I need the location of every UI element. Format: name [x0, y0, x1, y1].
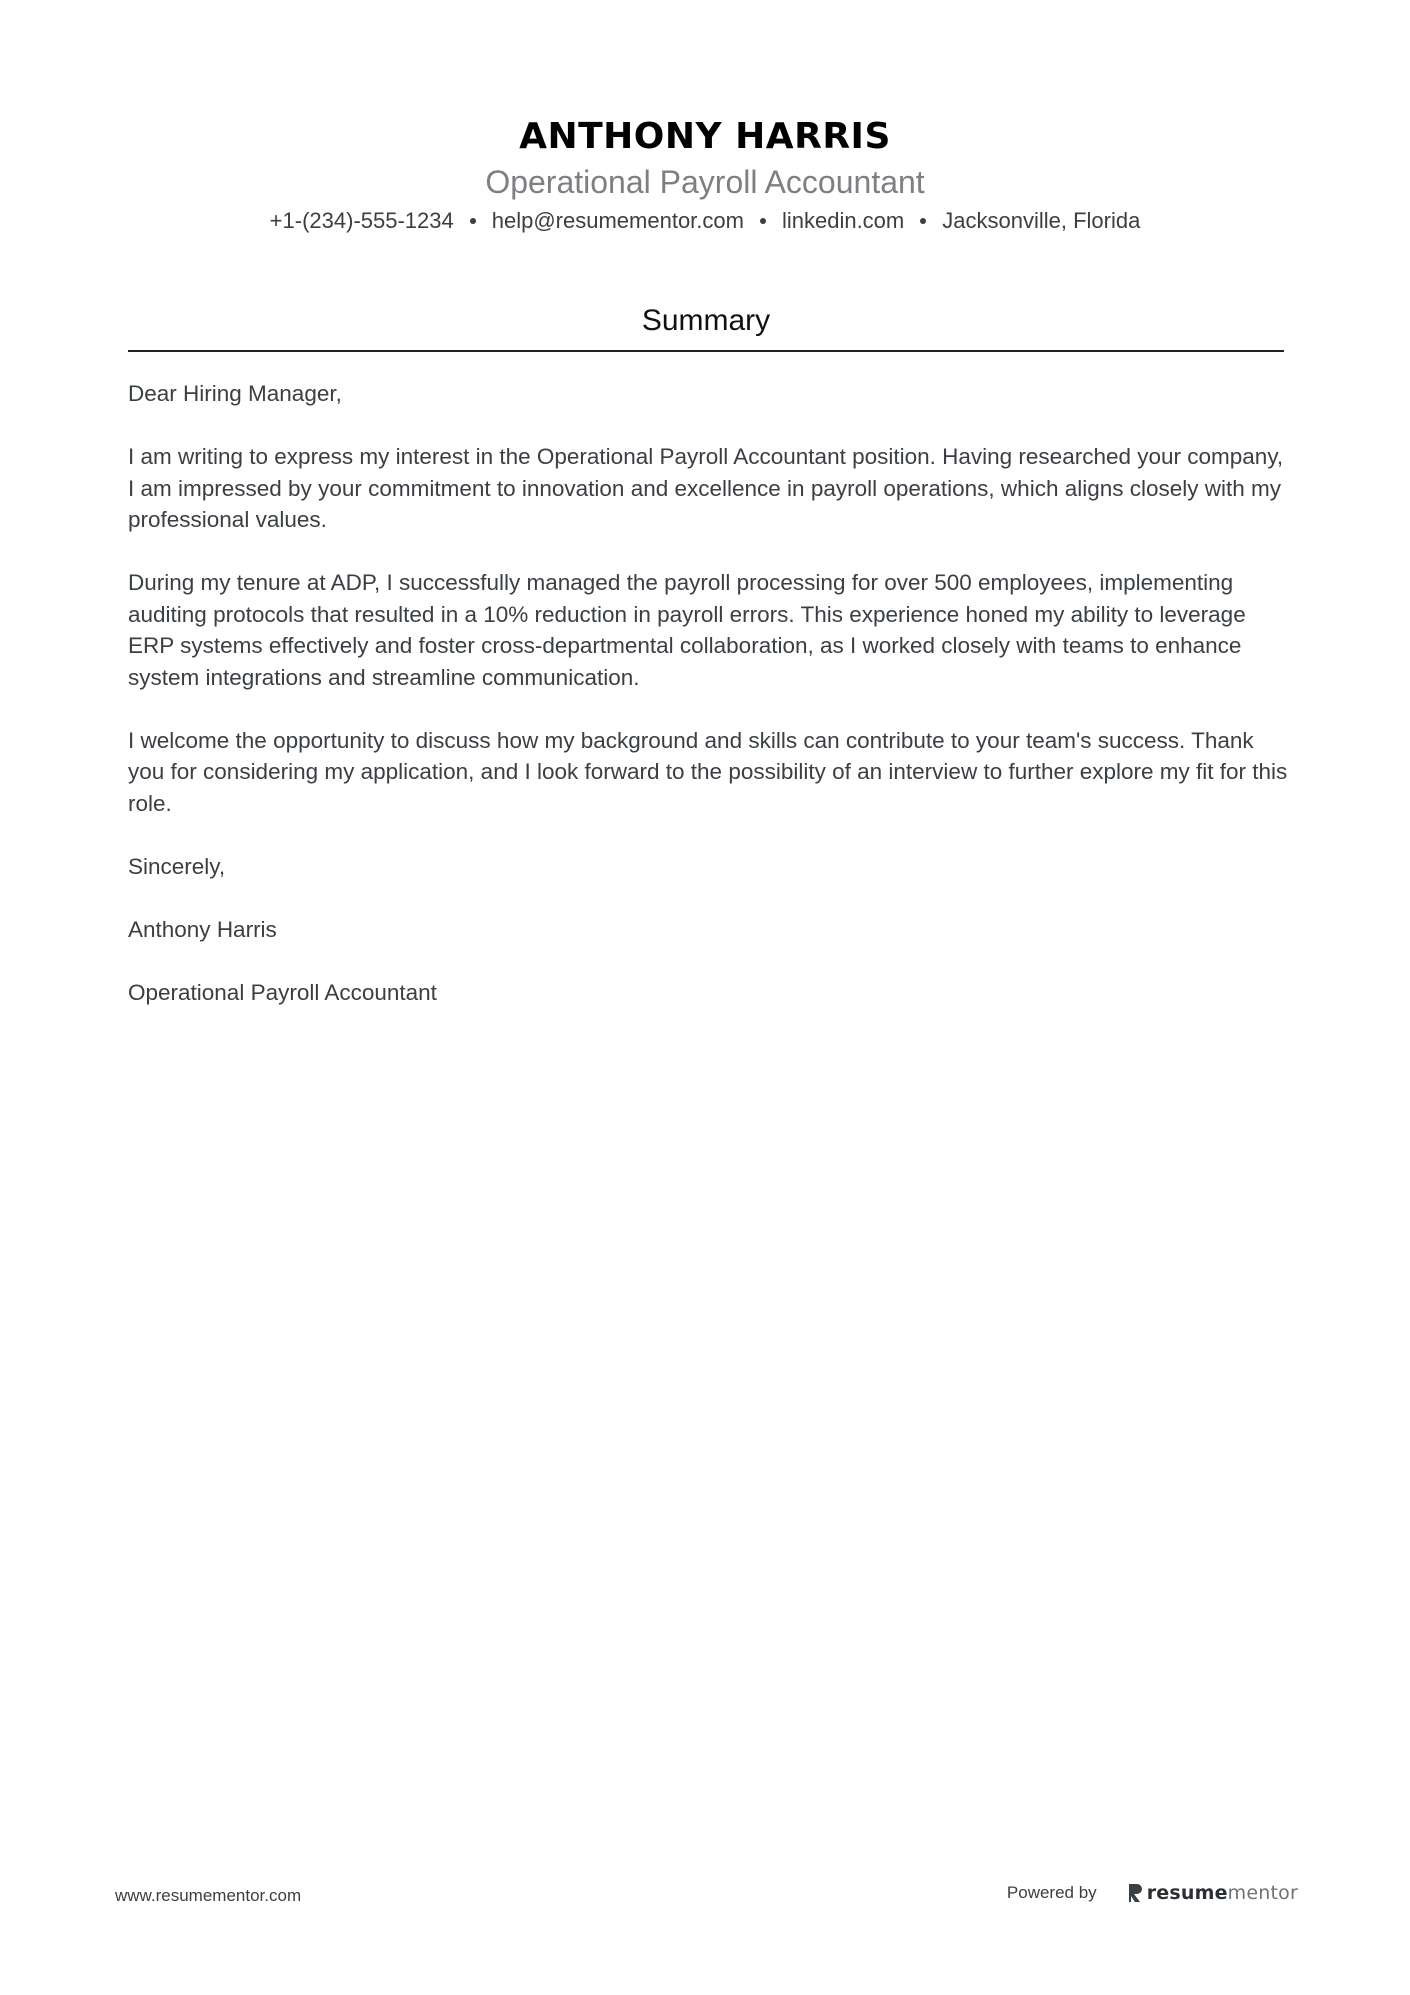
- bullet-separator: [760, 218, 766, 224]
- powered-by-label: Powered by: [1006, 1883, 1097, 1902]
- contact-line: [0, 206, 1410, 236]
- resumementor-logo[interactable]: [1127, 1882, 1298, 1904]
- salutation: Dear Hiring Manager,: [128, 381, 342, 406]
- contact-email[interactable]: help@resumementor.com: [491, 208, 744, 233]
- resumementor-logo-icon: [1127, 1882, 1143, 1904]
- letter-header: [0, 112, 1410, 236]
- applicant-title: Operational Payroll Accountant: [485, 164, 925, 200]
- signature-title: Operational Payroll Accountant: [128, 979, 437, 1005]
- letter-paragraph: I am writing to express my interest in the Operational Payroll Accountant position. Having researched your company, I am impressed by your commitment to innovation and excellence in payroll operations, which aligns closely with my professional values.: [128, 444, 1284, 532]
- footer-branding: [1007, 1882, 1298, 1904]
- footer-website[interactable]: www.resumementor.com: [115, 1886, 302, 1905]
- letter-paragraph: During my tenure at ADP, I successfully managed the payroll processing for over 500 employees, implementing auditing protocols that resulted in a 10% reduction in payroll errors. This experience honed my ability to leverage ERP systems effectively and foster cross-departmental collaboration, as I worked closely with teams to enhance system integrations and streamline communication.: [128, 570, 1246, 690]
- logo-wordmark-light: mentor: [1227, 1882, 1298, 1904]
- bullet-separator: [920, 218, 926, 224]
- signature-name: Anthony Harris: [128, 916, 277, 942]
- closing: Sincerely,: [128, 853, 226, 879]
- applicant-name: ANTHONY HARRIS: [519, 116, 891, 157]
- section-title: Summary: [641, 304, 771, 337]
- letter-paragraph: I welcome the opportunity to discuss how my background and skills can contribute to your team's success. Thank you for considering my application, and I look forward to the possibility of an interview to further explore my fit for this role.: [128, 727, 1288, 816]
- letter-body: [128, 378, 1288, 1040]
- bullet-separator: [470, 218, 476, 224]
- logo-wordmark: [1147, 1882, 1298, 1904]
- contact-linkedin[interactable]: linkedin.com: [781, 208, 905, 233]
- contact-phone: +1-(234)-555-1234: [269, 208, 454, 233]
- contact-location: Jacksonville, Florida: [942, 208, 1141, 233]
- section-divider: [128, 350, 1284, 352]
- logo-wordmark-strong: resume: [1146, 1882, 1228, 1904]
